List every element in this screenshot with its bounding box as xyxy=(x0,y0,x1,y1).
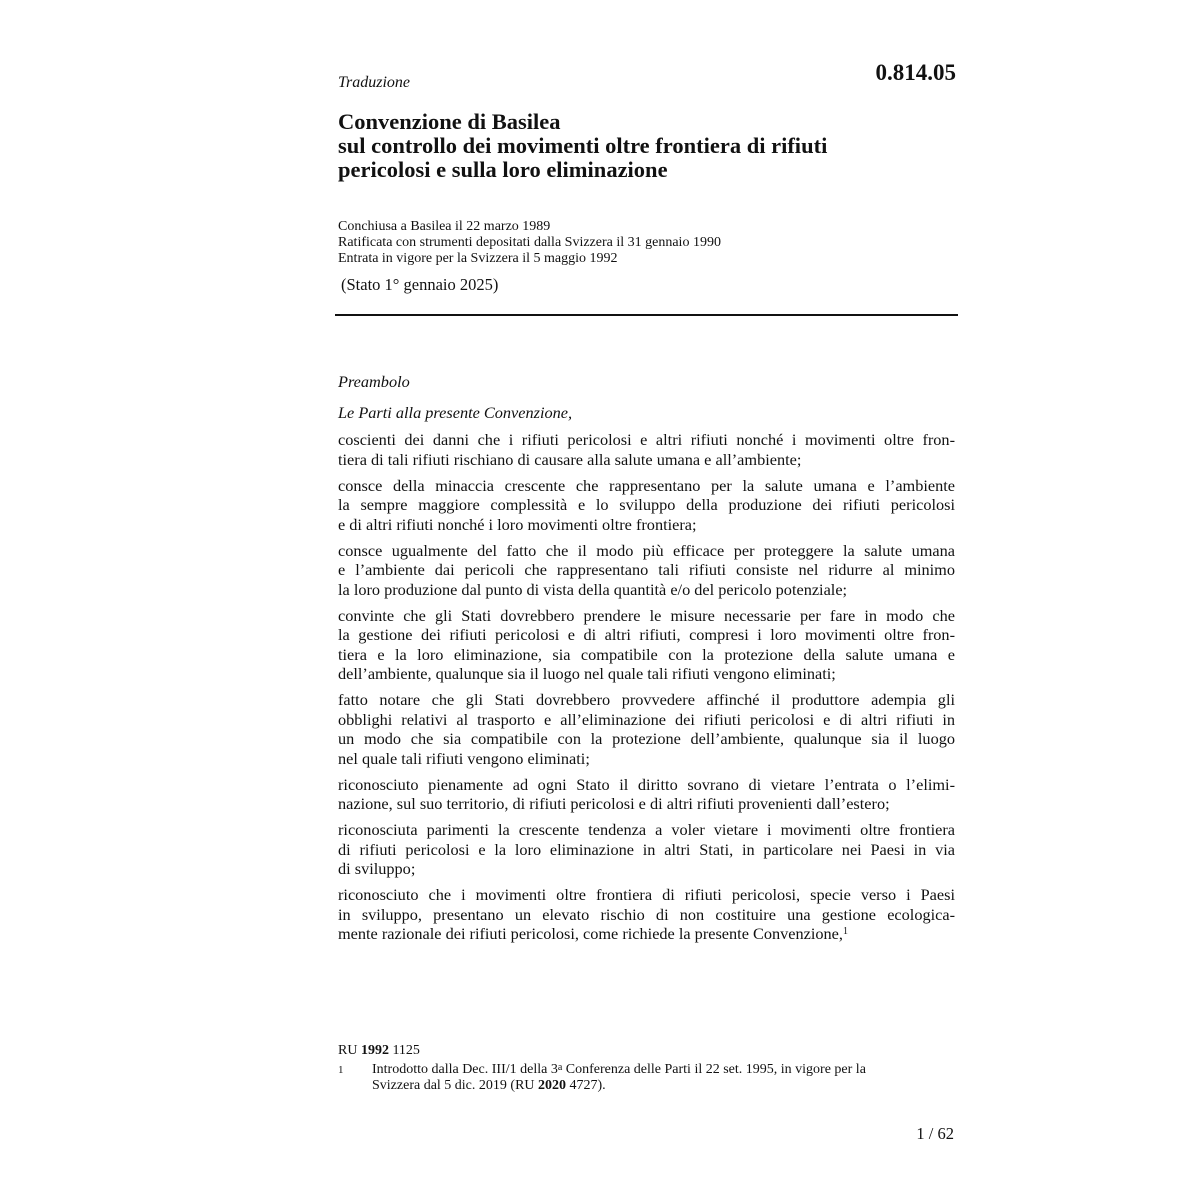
paragraph-line: tiera di tali rifiuti rischiano di causare alla salute umana e all’ambiente; xyxy=(338,449,802,469)
footnotes xyxy=(338,1043,948,1094)
paragraph-line: di sviluppo; xyxy=(338,859,416,878)
ru-reference xyxy=(338,1043,948,1059)
paragraph-line: fatto notare che gli Stati dovrebbero provvedere affinché il produttore adempia gli xyxy=(338,690,955,709)
preamble-paragraph xyxy=(338,820,955,879)
paragraph-line: consce ugualmente del fatto che il modo più efficace per proteggere la salute umana xyxy=(338,540,955,560)
status-date: (Stato 1° gennaio 2025) xyxy=(341,275,499,294)
ru-prefix: RU xyxy=(338,1043,358,1058)
paragraph-line: riconosciuta parimenti la crescente tendenza a voler vietare i movimenti oltre frontiera xyxy=(338,820,955,839)
preamble-paragraph xyxy=(338,690,955,768)
document-title xyxy=(338,110,958,182)
preamble-paragraph xyxy=(338,541,955,600)
paragraph-line: riconosciuto che i movimenti oltre frontiera di rifiuti pericolosi, specie verso i Paesi xyxy=(338,885,955,904)
paragraph-line: la gestione dei rifiuti pericolosi e di altri rifiuti, compresi i loro movimenti oltre fron- xyxy=(338,625,955,644)
sr-number: 0.814.05 xyxy=(875,60,956,85)
paragraph-line: e l’ambiente dai pericoli che rappresentano tali rifiuti consiste nel ridurre al minimo xyxy=(338,560,955,579)
footnote-text-part: Introdotto dalla Dec. III/1 della 3 xyxy=(372,1062,558,1077)
title-line: pericolosi e sulla loro eliminazione xyxy=(338,157,668,182)
preamble-subject: Le Parti alla presente Convenzione, xyxy=(338,402,573,422)
paragraph-line: obblighi relativi al trasporto e all’eliminazione dei rifiuti pericolosi e di altri rifiuti in xyxy=(338,709,955,729)
preamble-heading: Preambolo xyxy=(338,372,410,391)
paragraph-line: tiera e la loro eliminazione, sia compatibile con la protezione della salute umana e xyxy=(338,644,955,664)
footnote-line xyxy=(372,1078,948,1094)
paragraph-line: e di altri rifiuti nonché i loro movimenti oltre frontiera; xyxy=(338,514,697,534)
footnote-text-part: 4727). xyxy=(566,1078,606,1093)
footnote-text-part: Svizzera dal 5 dic. 2019 (RU xyxy=(372,1078,539,1093)
footnote-item xyxy=(338,1062,948,1094)
paragraph-line: un modo che sia compatibile con la protezione dell’ambiente, qualunque sia il luogo xyxy=(338,729,955,748)
ru-year: 1992 xyxy=(360,1043,389,1058)
preamble-paragraph xyxy=(338,430,955,469)
footnote-reference[interactable]: 1 xyxy=(842,926,848,937)
footnote-line xyxy=(372,1062,948,1078)
paragraph-line: di rifiuti pericolosi e la loro eliminazione in altri Stati, in particolare nei Paesi in via xyxy=(338,839,955,859)
document-metadata xyxy=(338,219,721,267)
title-line: Convenzione di Basilea xyxy=(338,109,561,134)
paragraph-line: coscienti dei danni che i rifiuti pericolosi e altri rifiuti nonché i movimenti oltre fron- xyxy=(338,430,955,449)
footnote-ru-year: 2020 xyxy=(538,1078,567,1093)
header-divider xyxy=(335,314,958,316)
paragraph-line: consce della minaccia crescente che rappresentano per la salute umana e l’ambiente xyxy=(338,475,955,495)
preamble-paragraph xyxy=(338,775,955,814)
paragraph-line: nel quale tali rifiuti vengono eliminati; xyxy=(338,748,590,768)
preamble-paragraph xyxy=(338,606,955,684)
paragraph-line: in sviluppo, presentano un elevato rischio di non costituire una gestione ecologica- xyxy=(338,904,955,924)
in-force-date: Entrata in vigore per la Svizzera il 5 maggio 1992 xyxy=(338,251,618,266)
footnote-number: 1 xyxy=(338,1064,344,1076)
paragraph-line: riconosciuto pienamente ad ogni Stato il diritto sovrano di vietare l’entrata o l’elimi- xyxy=(338,774,955,794)
paragraph-line-text: mente razionale dei rifiuti pericolosi, come richiede la presente Convenzione, xyxy=(338,924,843,943)
page-number: 1 / 62 xyxy=(916,1124,954,1143)
paragraph-line: la sempre maggiore complessità e lo sviluppo della produzione dei rifiuti pericolosi xyxy=(338,495,955,514)
ru-page: 1125 xyxy=(392,1043,420,1058)
preamble-paragraph xyxy=(338,476,955,535)
ratified-date: Ratificata con strumenti depositati dalla Svizzera il 31 gennaio 1990 xyxy=(338,235,721,250)
paragraph-line: dell’ambiente, qualunque sia il luogo nel quale tali rifiuti vengono eliminati; xyxy=(338,664,836,683)
paragraph-line: convinte che gli Stati dovrebbero prendere le misure necessarie per fare in modo che xyxy=(338,605,955,625)
preamble-paragraph xyxy=(338,885,955,944)
concluded-date: Conchiusa a Basilea il 22 marzo 1989 xyxy=(338,219,551,234)
translation-label: Traduzione xyxy=(338,74,411,91)
preamble-section xyxy=(338,372,955,950)
ordinal-suffix: a xyxy=(557,1062,563,1073)
footnote-text-part: Conferenza delle Parti il 22 set. 1995, in vigore per la xyxy=(562,1062,866,1077)
paragraph-line: nazione, sul suo territorio, di rifiuti pericolosi e di altri rifiuti provenienti dall’estero; xyxy=(338,794,890,813)
footnote-text xyxy=(372,1062,948,1094)
paragraph-line xyxy=(338,924,955,944)
title-line: sul controllo dei movimenti oltre frontiera di rifiuti xyxy=(338,133,828,158)
paragraph-line: la loro produzione dal punto di vista della quantità e/o del pericolo potenziale; xyxy=(338,579,848,599)
